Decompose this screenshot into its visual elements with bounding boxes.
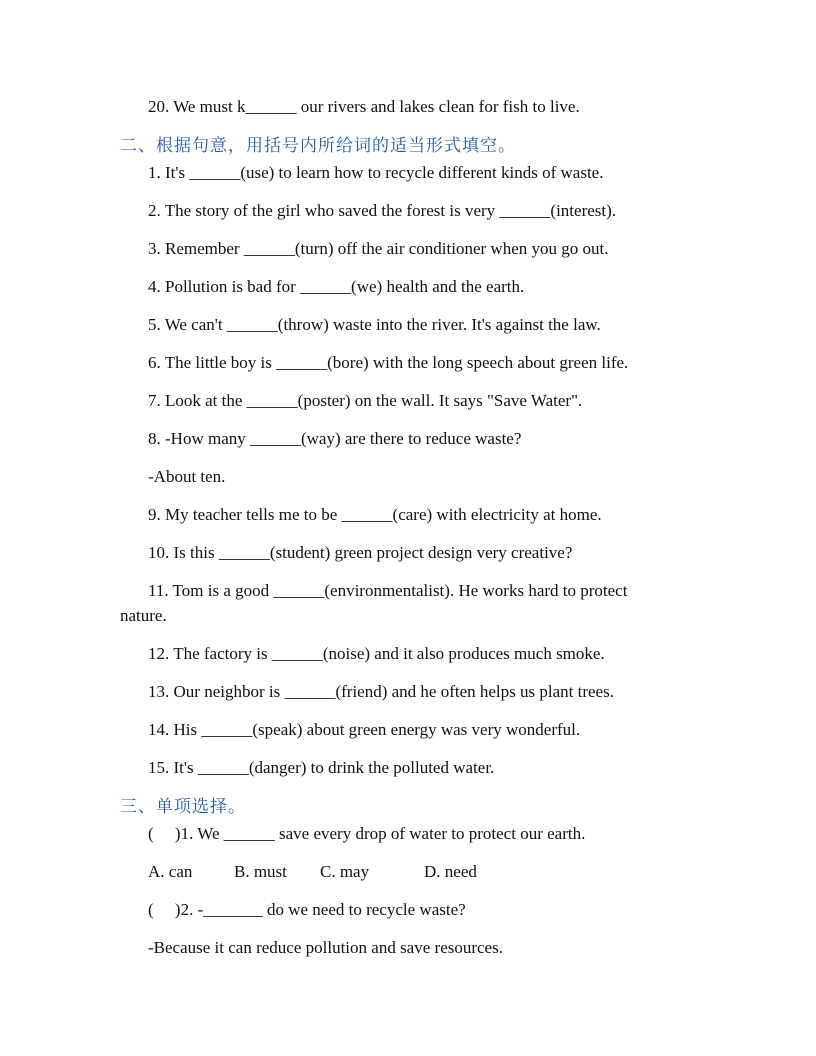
question-20: 20. We must k______ our rivers and lakes clean for fish to live.: [148, 97, 580, 116]
fill-item-6: 6. The little boy is ______(bore) with the long speech about green life.: [148, 353, 629, 372]
section-3-heading: 三、单项选择。: [120, 797, 246, 817]
fill-item-12: 12. The factory is ______(noise) and it also produces much smoke.: [148, 644, 605, 663]
fill-item-3: 3. Remember ______(turn) off the air conditioner when you go out.: [148, 239, 609, 258]
fill-item-10: 10. Is this ______(student) green project design very creative?: [148, 543, 573, 562]
choice-question-2: ( )2. -_______ do we need to recycle waste?: [148, 900, 466, 919]
fill-item-15: 15. It's ______(danger) to drink the polluted water.: [148, 758, 495, 777]
fill-item-7: 7. Look at the ______(poster) on the wall. It says "Save Water".: [148, 391, 583, 410]
fill-item-11: 11. Tom is a good ______(environmentalist). He works hard to protect: [148, 581, 628, 600]
option-b: B. must: [234, 862, 287, 881]
fill-item-4: 4. Pollution is bad for ______(we) health and the earth.: [148, 277, 525, 296]
fill-item-8: 8. -How many ______(way) are there to reduce waste?: [148, 429, 522, 448]
option-c: C. may: [320, 862, 370, 881]
fill-item-2: 2. The story of the girl who saved the forest is very ______(interest).: [148, 201, 617, 220]
fill-item-8-answer: -About ten.: [148, 467, 226, 486]
option-a: A. can: [148, 862, 193, 881]
choice-question-2-answer: -Because it can reduce pollution and save resources.: [148, 938, 503, 957]
section-2-heading: 二、根据句意，用括号内所给词的适当形式填空。: [120, 136, 516, 156]
fill-item-13: 13. Our neighbor is ______(friend) and he often helps us plant trees.: [148, 682, 614, 701]
choice-question-1: ( )1. We ______ save every drop of water to protect our earth.: [148, 824, 586, 843]
fill-item-5: 5. We can't ______(throw) waste into the river. It's against the law.: [148, 315, 601, 334]
option-d: D. need: [424, 862, 477, 881]
fill-item-9: 9. My teacher tells me to be ______(care) with electricity at home.: [148, 505, 602, 524]
fill-item-14: 14. His ______(speak) about green energy was very wonderful.: [148, 720, 581, 739]
fill-item-1: 1. It's ______(use) to learn how to recycle different kinds of waste.: [148, 163, 604, 182]
fill-item-11-continued: nature.: [120, 606, 167, 625]
